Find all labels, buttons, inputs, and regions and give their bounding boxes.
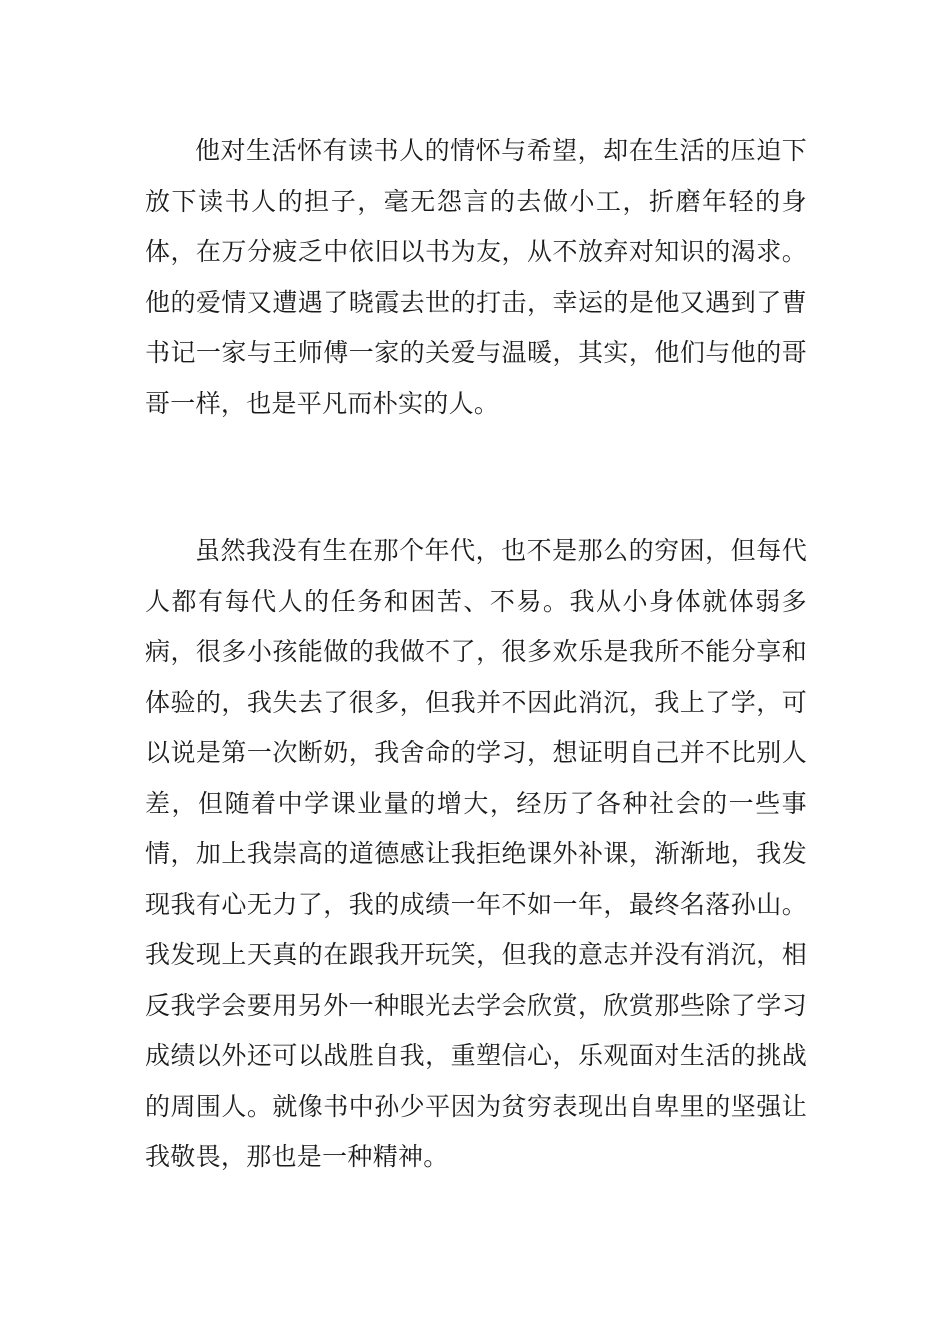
paragraph-2: 虽然我没有生在那个年代，也不是那么的穷困，但每代人都有每代人的任务和困苦、不易。我从小身体就体弱多病，很多小孩能做的我做不了，很多欢乐是我所不能分享和体验的，我失去了很多，但我并不因此消沉，我上了学，可以说是第一次断奶，我舍命的学习，想证明自己并不比别人差，但随着中学课业量的增大，经历了各种社会的一些事情，加上我崇高的道德感让我拒绝课外补课，渐渐地，我发现我有心无力了，我的成绩一年不如一年，最终名落孙山。我发现上天真的在跟我开玩笑，但我的意志并没有消沉，相反我学会要用另外一种眼光去学会欣赏，欣赏那些除了学习成绩以外还可以战胜自我，重塑信心，乐观面对生活的挑战的周围人。就像书中孙少平因为贫穷表现出自卑里的坚强让我敬畏，那也是一种精神。: [145, 536, 807, 1171]
paragraph-1: 他对生活怀有读书人的情怀与希望，却在生活的压迫下放下读书人的担子，毫无怨言的去做小工，折磨年轻的身体，在万分疲乏中依旧以书为友，从不放弃对知识的渴求。他的爱情又遭遇了晓霞去世的打击，幸运的是他又遇到了曹书记一家与王师傅一家的关爱与温暖，其实，他们与他的哥哥一样，也是平凡而朴实的人。: [145, 136, 807, 418]
